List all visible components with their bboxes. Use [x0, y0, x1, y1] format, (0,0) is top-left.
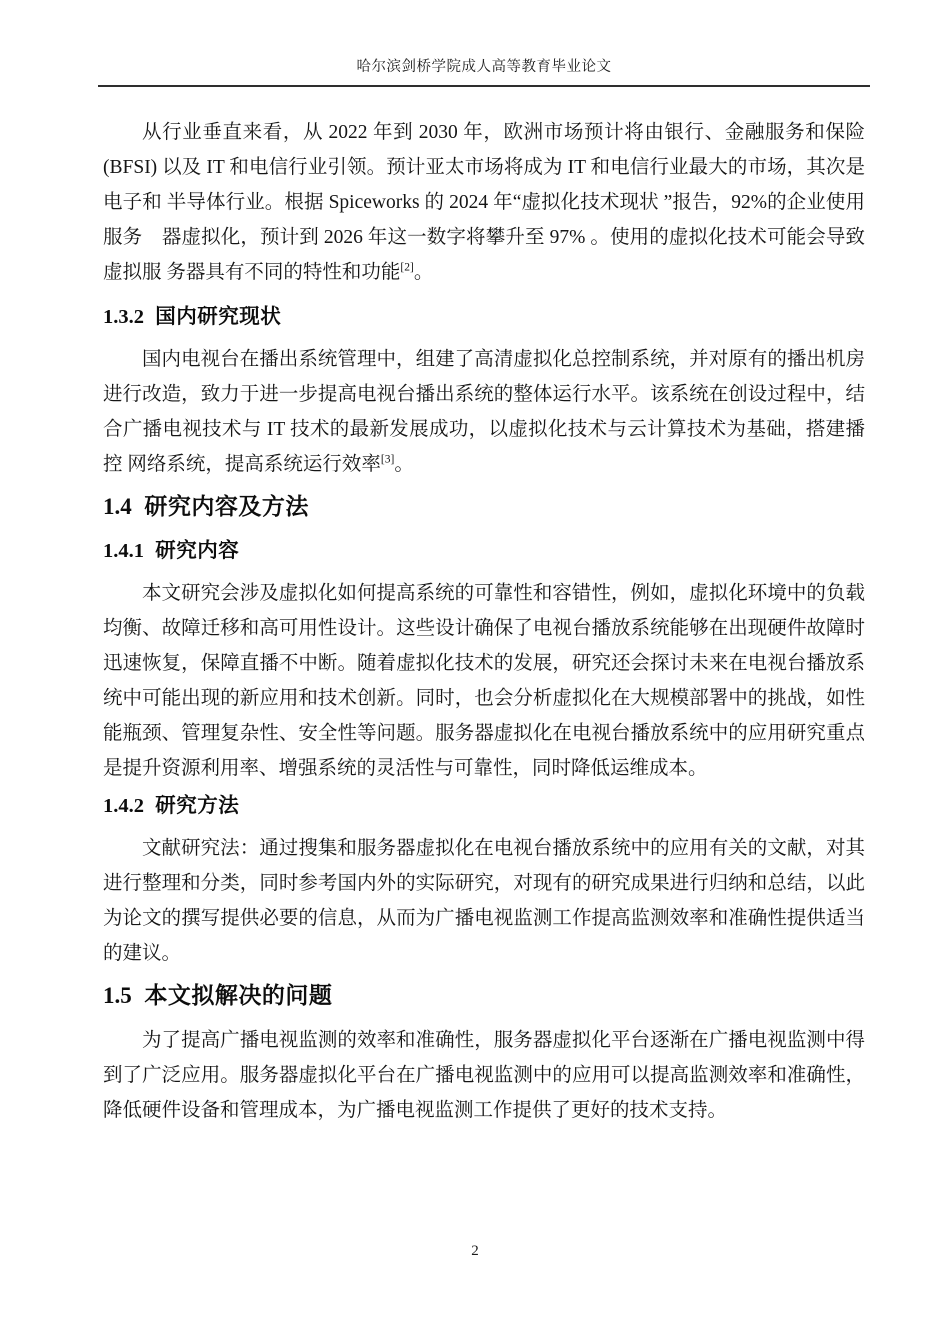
- citation-ref-3: [3]: [380, 453, 395, 466]
- paragraph-domestic-research: [103, 342, 865, 482]
- paragraph-text: 为了提高广播电视监测的效率和准确性，服务器虚拟化平台逐渐在广播电视监测中得到了广泛应用。服务器虚拟化平台在广播电视监测中的应用可以提高监测效率和准确性，降低硬件设备和管理成本，为广播电视监测工作提供了更好的技术支持。: [103, 1030, 865, 1121]
- page-header: [98, 55, 870, 87]
- paragraph-text: 文献研究法：通过搜集和服务器虚拟化在电视台播放系统中的应用有关的文献，对其进行整理和分类，同时参考国内外的实际研究，对现有的研究成果进行归纳和总结，以此为论文的撰写提供必要的信息，从而为广播电视监测工作提高监测效率和准确性提供适当的建议。: [103, 838, 865, 964]
- heading-1-4: [103, 490, 865, 523]
- paragraph-industry-overview: [103, 115, 865, 290]
- paragraph-problems-to-solve: [103, 1023, 865, 1128]
- heading-number: 1.3.2: [103, 306, 144, 328]
- citation-ref-2: [2]: [400, 261, 414, 274]
- heading-number: 1.4: [103, 494, 132, 519]
- heading-number: 1.4.1: [103, 540, 144, 562]
- heading-1-4-2: [103, 792, 865, 820]
- heading-1-5: [103, 979, 865, 1012]
- running-title: 哈尔滨剑桥学院成人高等教育毕业论文: [356, 59, 612, 75]
- paragraph-text-end: 。: [394, 454, 414, 475]
- paragraph-research-content: [103, 576, 865, 786]
- paragraph-text: 本文研究会涉及虚拟化如何提高系统的可靠性和容错性，例如，虚拟化环境中的负载均衡、故障迁移和高可用性设计。这些设计确保了电视台播放系统能够在出现硬件故障时迅速恢复，保障直播不中断。随着虚拟化技术的发展，研究还会探讨未来在电视台播放系统中可能出现的新应用和技术创新。同时，也会分析虚拟化在大规模部署中的挑战，如性能瓶颈、管理复杂性、安全性等问题。服务器虚拟化在电视台播放系统中的应用研究重点是提升资源利用率、增强系统的灵活性与可靠性，同时降低运维成本。: [103, 583, 865, 779]
- heading-number: 1.5: [103, 983, 132, 1008]
- heading-1-4-1: [103, 537, 865, 565]
- heading-title: 研究内容及方法: [144, 493, 309, 519]
- paragraph-text-end: 。: [413, 262, 434, 283]
- paragraph-text: 从行业垂直来看，从 2022 年到 2030 年，欧洲市场预计将由银行、金融服务和保险(BFSI) 以及 IT 和电信行业引领。预计亚太市场将成为 IT 和电信行业最大的市场，其次是电子和 半导体行业。根据 Spiceworks 的 2024 年“虚拟化技术现状 ”报告，92%的企业使用服务 器虚拟化，预计到 2026 年这一数字将攀升至 97% 。使用的虚拟化技术可能会导致虚拟服 务器具有不同的特性和功能: [103, 122, 865, 283]
- paragraph-research-method: [103, 831, 865, 971]
- heading-title: 本文拟解决的问题: [144, 982, 333, 1008]
- paragraph-text: 国内电视台在播出系统管理中，组建了高清虚拟化总控制系统，并对原有的播出机房进行改造，致力于进一步提高电视台播出系统的整体运行水平。该系统在创设过程中，结合广播电视技术与 IT 技术的最新发展成功，以虚拟化技术与云计算技术为基础，搭建播控 网络系统，提高系统运行效率: [103, 349, 865, 475]
- heading-1-3-2: [103, 303, 865, 331]
- heading-title: 研究方法: [155, 794, 240, 817]
- heading-number: 1.4.2: [103, 795, 144, 817]
- page-number: 2: [471, 1243, 479, 1259]
- heading-title: 国内研究现状: [155, 305, 282, 328]
- heading-title: 研究内容: [155, 539, 240, 562]
